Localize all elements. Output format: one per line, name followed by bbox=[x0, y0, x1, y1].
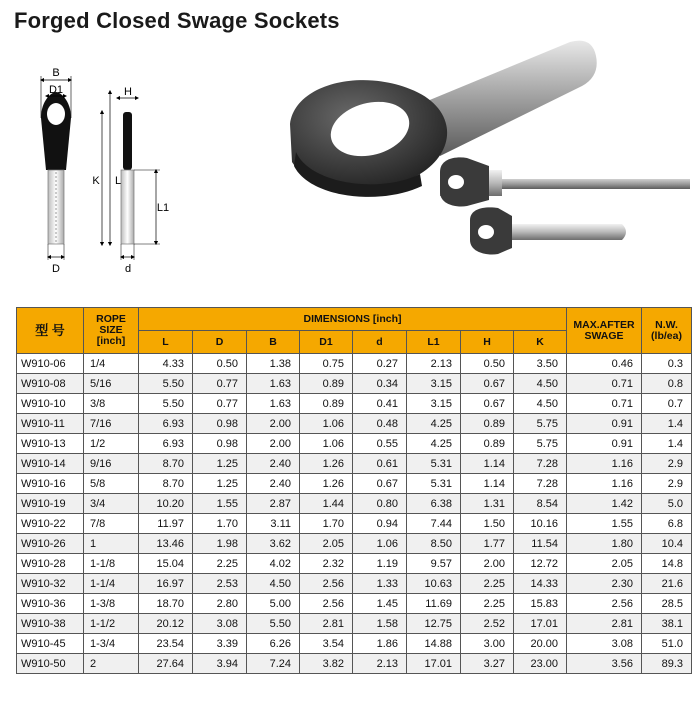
table-cell: 3.27 bbox=[461, 654, 514, 674]
table-cell: 5.75 bbox=[514, 414, 567, 434]
table-row bbox=[17, 614, 692, 634]
table-cell: 0.67 bbox=[461, 394, 514, 414]
label-B: B bbox=[52, 67, 60, 79]
table-cell: 7.24 bbox=[247, 654, 300, 674]
header-col-b: B bbox=[247, 331, 300, 354]
table-cell: 1/2 bbox=[84, 434, 139, 454]
table-row bbox=[17, 634, 692, 654]
table-cell: 0.91 bbox=[567, 414, 642, 434]
table-cell: 3.94 bbox=[193, 654, 247, 674]
header-col-d: D bbox=[193, 331, 247, 354]
table-cell: 2 bbox=[84, 654, 139, 674]
table-cell: 23.54 bbox=[139, 634, 193, 654]
label-D: D bbox=[52, 263, 60, 275]
table-cell: 10.16 bbox=[514, 514, 567, 534]
table-cell: 0.89 bbox=[461, 414, 514, 434]
table-cell: 1-3/8 bbox=[84, 594, 139, 614]
table-cell: 1.31 bbox=[461, 494, 514, 514]
table-cell: 9/16 bbox=[84, 454, 139, 474]
table-cell: 1.70 bbox=[193, 514, 247, 534]
table-cell: 3/4 bbox=[84, 494, 139, 514]
table-cell: 16.97 bbox=[139, 574, 193, 594]
table-cell: 8.70 bbox=[139, 474, 193, 494]
table-cell: 1.80 bbox=[567, 534, 642, 554]
table-cell: 2.81 bbox=[567, 614, 642, 634]
table-cell: 7.28 bbox=[514, 454, 567, 474]
table-cell: 11.54 bbox=[514, 534, 567, 554]
table-cell: 0.41 bbox=[353, 394, 407, 414]
table-cell: 2.56 bbox=[300, 594, 353, 614]
table-row bbox=[17, 374, 692, 394]
table-cell: 12.72 bbox=[514, 554, 567, 574]
table-cell: 4.50 bbox=[514, 374, 567, 394]
table-cell: 0.34 bbox=[353, 374, 407, 394]
table-cell: 2.40 bbox=[247, 474, 300, 494]
table-cell: W910-22 bbox=[17, 514, 84, 534]
table-cell: 1.63 bbox=[247, 374, 300, 394]
table-cell: 0.89 bbox=[300, 394, 353, 414]
header-col-k: K bbox=[514, 331, 567, 354]
table-cell: W910-08 bbox=[17, 374, 84, 394]
table-cell: 6.38 bbox=[407, 494, 461, 514]
table-cell: 3.62 bbox=[247, 534, 300, 554]
table-cell: 0.50 bbox=[461, 354, 514, 374]
label-D1: D1 bbox=[48, 84, 64, 96]
table-cell: 5.50 bbox=[247, 614, 300, 634]
table-cell: 4.33 bbox=[139, 354, 193, 374]
table-cell: 17.01 bbox=[407, 654, 461, 674]
table-cell: 1.14 bbox=[461, 474, 514, 494]
table-cell: 5.00 bbox=[247, 594, 300, 614]
table-cell: 5.75 bbox=[514, 434, 567, 454]
table-cell: 4.50 bbox=[247, 574, 300, 594]
table-cell: 4.50 bbox=[514, 394, 567, 414]
table-cell: 0.77 bbox=[193, 394, 247, 414]
table-cell: 0.75 bbox=[300, 354, 353, 374]
table-cell: 15.04 bbox=[139, 554, 193, 574]
table-cell: 4.25 bbox=[407, 414, 461, 434]
table-cell: 0.71 bbox=[567, 374, 642, 394]
table-cell: 3.15 bbox=[407, 374, 461, 394]
table-cell: 4.02 bbox=[247, 554, 300, 574]
table-cell: W910-16 bbox=[17, 474, 84, 494]
table-cell: 11.97 bbox=[139, 514, 193, 534]
table-cell: 3.11 bbox=[247, 514, 300, 534]
table-cell: 1.98 bbox=[193, 534, 247, 554]
table-cell: 1/4 bbox=[84, 354, 139, 374]
table-cell: 7.28 bbox=[514, 474, 567, 494]
table-cell: 2.53 bbox=[193, 574, 247, 594]
label-K: K bbox=[92, 175, 100, 187]
table-cell: 3.15 bbox=[407, 394, 461, 414]
table-cell: 3.54 bbox=[300, 634, 353, 654]
table-cell: 0.89 bbox=[300, 374, 353, 394]
header-col-h: H bbox=[461, 331, 514, 354]
table-cell: 23.00 bbox=[514, 654, 567, 674]
table-cell: 1.38 bbox=[247, 354, 300, 374]
table-cell: 0.67 bbox=[461, 374, 514, 394]
table-cell: 2.32 bbox=[300, 554, 353, 574]
table-cell: 3.56 bbox=[567, 654, 642, 674]
table-cell: 8.54 bbox=[514, 494, 567, 514]
table-cell: 14.88 bbox=[407, 634, 461, 654]
table-cell: 1.26 bbox=[300, 474, 353, 494]
table-cell: 1-1/4 bbox=[84, 574, 139, 594]
table-cell: 1.06 bbox=[300, 434, 353, 454]
table-cell: 8.50 bbox=[407, 534, 461, 554]
table-cell: 0.80 bbox=[353, 494, 407, 514]
table-cell: 10.4 bbox=[642, 534, 692, 554]
table-cell: 0.98 bbox=[193, 434, 247, 454]
table-cell: W910-10 bbox=[17, 394, 84, 414]
table-cell: 0.50 bbox=[193, 354, 247, 374]
table-cell: 2.56 bbox=[567, 594, 642, 614]
table-cell: 8.70 bbox=[139, 454, 193, 474]
table-cell: W910-14 bbox=[17, 454, 84, 474]
table-cell: 1.77 bbox=[461, 534, 514, 554]
table-cell: 1.14 bbox=[461, 454, 514, 474]
table-cell: 0.94 bbox=[353, 514, 407, 534]
table-row bbox=[17, 354, 692, 374]
table-cell: 1-1/2 bbox=[84, 614, 139, 634]
table-cell: 5.31 bbox=[407, 454, 461, 474]
table-cell: 2.05 bbox=[300, 534, 353, 554]
table-cell: 0.55 bbox=[353, 434, 407, 454]
header-col-d: d bbox=[353, 331, 407, 354]
table-cell: 1.4 bbox=[642, 414, 692, 434]
table-cell: 1.06 bbox=[353, 534, 407, 554]
table-cell: 89.3 bbox=[642, 654, 692, 674]
table-cell: 10.20 bbox=[139, 494, 193, 514]
table-cell: 1.44 bbox=[300, 494, 353, 514]
table-cell: 2.52 bbox=[461, 614, 514, 634]
product-photo bbox=[270, 34, 690, 274]
table-cell: 1.16 bbox=[567, 454, 642, 474]
table-cell: 1.19 bbox=[353, 554, 407, 574]
table-cell: 5.0 bbox=[642, 494, 692, 514]
table-cell: 0.7 bbox=[642, 394, 692, 414]
table-cell: 7/8 bbox=[84, 514, 139, 534]
table-cell: 1.45 bbox=[353, 594, 407, 614]
table-cell: 12.75 bbox=[407, 614, 461, 634]
table-row bbox=[17, 394, 692, 414]
table-cell: 1-3/4 bbox=[84, 634, 139, 654]
table-cell: 2.30 bbox=[567, 574, 642, 594]
header-nw: N.W. (lb/ea) bbox=[642, 308, 692, 354]
table-cell: 7/16 bbox=[84, 414, 139, 434]
label-d: d bbox=[124, 263, 132, 275]
table-cell: 0.89 bbox=[461, 434, 514, 454]
table-cell: 2.80 bbox=[193, 594, 247, 614]
table-row bbox=[17, 594, 692, 614]
table-cell: 1.63 bbox=[247, 394, 300, 414]
table-cell: 1.26 bbox=[300, 454, 353, 474]
table-cell: 5.50 bbox=[139, 394, 193, 414]
table-cell: 21.6 bbox=[642, 574, 692, 594]
table-cell: 2.05 bbox=[567, 554, 642, 574]
table-row bbox=[17, 514, 692, 534]
table-cell: W910-50 bbox=[17, 654, 84, 674]
spec-table bbox=[16, 307, 692, 674]
label-H: H bbox=[124, 86, 132, 98]
table-cell: 3.00 bbox=[461, 634, 514, 654]
table-cell: 5.50 bbox=[139, 374, 193, 394]
table-cell: 0.71 bbox=[567, 394, 642, 414]
table-cell: 1.70 bbox=[300, 514, 353, 534]
table-cell: 0.61 bbox=[353, 454, 407, 474]
table-cell: 2.81 bbox=[300, 614, 353, 634]
table-cell: W910-36 bbox=[17, 594, 84, 614]
table-cell: W910-38 bbox=[17, 614, 84, 634]
table-cell: W910-11 bbox=[17, 414, 84, 434]
table-cell: 2.40 bbox=[247, 454, 300, 474]
table-cell: 1.42 bbox=[567, 494, 642, 514]
table-cell: 1.55 bbox=[193, 494, 247, 514]
header-max-after-swage: MAX.AFTER SWAGE bbox=[567, 308, 642, 354]
table-cell: 20.12 bbox=[139, 614, 193, 634]
label-L1: L1 bbox=[156, 202, 170, 214]
table-cell: 1.4 bbox=[642, 434, 692, 454]
table-cell: 13.46 bbox=[139, 534, 193, 554]
table-cell: W910-06 bbox=[17, 354, 84, 374]
table-row bbox=[17, 434, 692, 454]
table-cell: 11.69 bbox=[407, 594, 461, 614]
table-cell: 2.25 bbox=[461, 574, 514, 594]
table-cell: 3.08 bbox=[567, 634, 642, 654]
label-L: L bbox=[114, 175, 122, 187]
table-cell: 28.5 bbox=[642, 594, 692, 614]
table-row bbox=[17, 574, 692, 594]
table-row bbox=[17, 554, 692, 574]
table-cell: 0.98 bbox=[193, 414, 247, 434]
table-cell: W910-45 bbox=[17, 634, 84, 654]
table-cell: 0.46 bbox=[567, 354, 642, 374]
table-cell: 6.93 bbox=[139, 434, 193, 454]
table-cell: 2.13 bbox=[407, 354, 461, 374]
table-cell: 5/16 bbox=[84, 374, 139, 394]
table-cell: 0.27 bbox=[353, 354, 407, 374]
table-cell: 0.8 bbox=[642, 374, 692, 394]
table-cell: 9.57 bbox=[407, 554, 461, 574]
table-cell: 7.44 bbox=[407, 514, 461, 534]
table-cell: 2.25 bbox=[461, 594, 514, 614]
table-cell: W910-19 bbox=[17, 494, 84, 514]
table-row bbox=[17, 454, 692, 474]
table-cell: 6.26 bbox=[247, 634, 300, 654]
table-cell: 2.56 bbox=[300, 574, 353, 594]
table-cell: 2.13 bbox=[353, 654, 407, 674]
table-cell: 1.50 bbox=[461, 514, 514, 534]
table-row bbox=[17, 534, 692, 554]
table-cell: 1 bbox=[84, 534, 139, 554]
table-cell: 0.48 bbox=[353, 414, 407, 434]
table-cell: 38.1 bbox=[642, 614, 692, 634]
header-model: 型 号 bbox=[17, 308, 84, 354]
table-cell: 1.33 bbox=[353, 574, 407, 594]
table-cell: 3.39 bbox=[193, 634, 247, 654]
table-cell: 15.83 bbox=[514, 594, 567, 614]
table-cell: 5.31 bbox=[407, 474, 461, 494]
table-cell: 2.00 bbox=[247, 414, 300, 434]
table-cell: W910-13 bbox=[17, 434, 84, 454]
table-cell: 1.58 bbox=[353, 614, 407, 634]
table-cell: 1.86 bbox=[353, 634, 407, 654]
table-cell: 0.91 bbox=[567, 434, 642, 454]
table-cell: 6.93 bbox=[139, 414, 193, 434]
header-col-l1: L1 bbox=[407, 331, 461, 354]
header-rope-size: ROPE SIZE [inch] bbox=[84, 308, 139, 354]
table-cell: 2.25 bbox=[193, 554, 247, 574]
table-cell: W910-28 bbox=[17, 554, 84, 574]
table-cell: 3/8 bbox=[84, 394, 139, 414]
table-cell: 1-1/8 bbox=[84, 554, 139, 574]
table-cell: 1.55 bbox=[567, 514, 642, 534]
table-cell: 27.64 bbox=[139, 654, 193, 674]
table-cell: 4.25 bbox=[407, 434, 461, 454]
table-cell: 1.25 bbox=[193, 454, 247, 474]
table-cell: 1.06 bbox=[300, 414, 353, 434]
header-col-l: L bbox=[139, 331, 193, 354]
table-cell: 3.82 bbox=[300, 654, 353, 674]
table-cell: 2.9 bbox=[642, 474, 692, 494]
table-cell: W910-32 bbox=[17, 574, 84, 594]
page-title: Forged Closed Swage Sockets bbox=[14, 8, 340, 33]
table-cell: 3.08 bbox=[193, 614, 247, 634]
header-col-d1: D1 bbox=[300, 331, 353, 354]
table-cell: 51.0 bbox=[642, 634, 692, 654]
table-cell: 1.16 bbox=[567, 474, 642, 494]
table-cell: 10.63 bbox=[407, 574, 461, 594]
table-cell: 5/8 bbox=[84, 474, 139, 494]
header-dimensions: DIMENSIONS [inch] bbox=[139, 308, 567, 331]
table-cell: 14.8 bbox=[642, 554, 692, 574]
table-cell: W910-26 bbox=[17, 534, 84, 554]
table-cell: 2.00 bbox=[247, 434, 300, 454]
table-row bbox=[17, 414, 692, 434]
table-row bbox=[17, 654, 692, 674]
table-cell: 0.3 bbox=[642, 354, 692, 374]
table-cell: 0.67 bbox=[353, 474, 407, 494]
table-cell: 6.8 bbox=[642, 514, 692, 534]
table-cell: 18.70 bbox=[139, 594, 193, 614]
table-cell: 17.01 bbox=[514, 614, 567, 634]
table-row bbox=[17, 494, 692, 514]
table-cell: 2.87 bbox=[247, 494, 300, 514]
table-cell: 0.77 bbox=[193, 374, 247, 394]
table-cell: 2.9 bbox=[642, 454, 692, 474]
dimension-diagram bbox=[10, 62, 170, 282]
table-cell: 14.33 bbox=[514, 574, 567, 594]
table-cell: 2.00 bbox=[461, 554, 514, 574]
table-cell: 3.50 bbox=[514, 354, 567, 374]
table-cell: 20.00 bbox=[514, 634, 567, 654]
table-cell: 1.25 bbox=[193, 474, 247, 494]
table-row bbox=[17, 474, 692, 494]
